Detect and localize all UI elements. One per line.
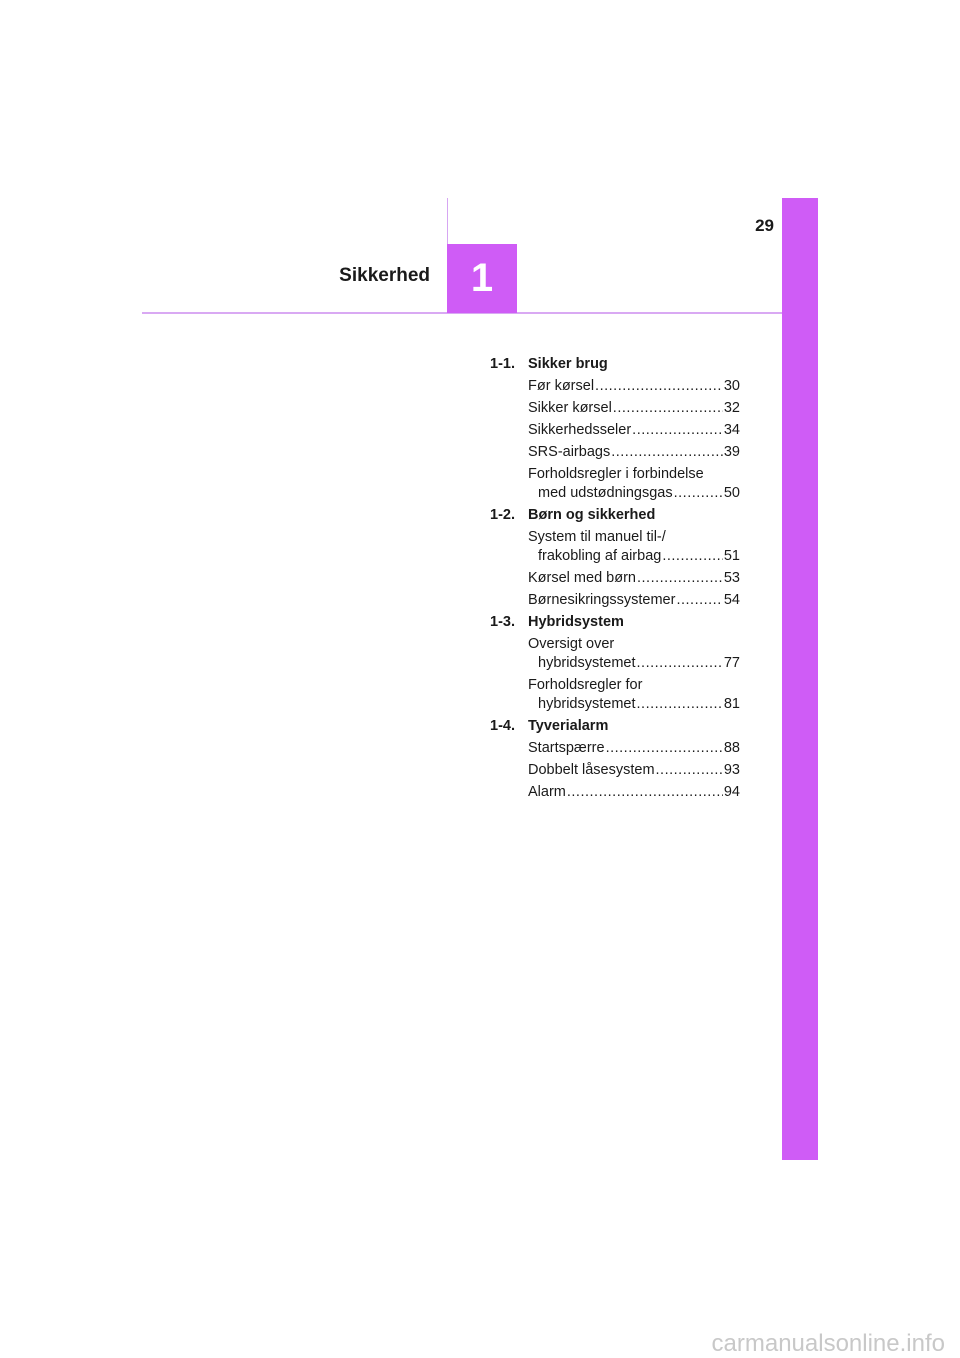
toc-page-number: 51 xyxy=(723,548,740,564)
toc-entry-text: Forholdsregler i forbindelse xyxy=(528,466,704,482)
toc-entry-line xyxy=(528,528,740,547)
toc-entry-text: Dobbelt låsesystem xyxy=(528,762,655,778)
toc-entry-text: System til manuel til-/ xyxy=(528,529,666,545)
toc-leader-dots xyxy=(613,399,723,418)
toc-entry[interactable] xyxy=(490,443,740,462)
toc-entry-text: Sikkerhedsseler xyxy=(528,422,632,438)
watermark: carmanualsonline.info xyxy=(711,1330,945,1357)
toc-page-number: 94 xyxy=(723,784,740,800)
toc-entry-line xyxy=(528,783,740,802)
toc-entry-text: Sikker kørsel xyxy=(528,400,612,416)
toc-entry[interactable] xyxy=(490,465,740,503)
toc-section-title: Tyverialarm xyxy=(528,718,609,734)
toc-page-number: 39 xyxy=(723,444,740,460)
toc-section-title: Sikker brug xyxy=(528,356,608,372)
toc-entry-text: frakobling af airbag xyxy=(538,548,662,564)
toc-leader-dots xyxy=(676,591,722,610)
toc-page-number: 34 xyxy=(723,422,740,438)
toc-page-number: 88 xyxy=(723,740,740,756)
toc-entry[interactable] xyxy=(490,569,740,588)
toc-section-title: Hybridsystem xyxy=(528,614,624,630)
toc-leader-dots xyxy=(611,443,723,462)
toc-entry[interactable] xyxy=(490,761,740,780)
toc-page-number: 54 xyxy=(723,592,740,608)
toc-entry-line xyxy=(528,635,740,654)
table-of-contents xyxy=(490,355,740,805)
toc-entry-text: med udstødningsgas xyxy=(538,485,673,501)
toc-page-number: 53 xyxy=(723,570,740,586)
toc-entry-line xyxy=(528,443,740,462)
toc-entry[interactable] xyxy=(490,528,740,566)
toc-leader-dots xyxy=(567,783,723,802)
toc-entry[interactable] xyxy=(490,783,740,802)
toc-section-number: 1-3. xyxy=(490,614,515,630)
toc-entry-line xyxy=(528,547,740,566)
toc-entry-text: SRS-airbags xyxy=(528,444,611,460)
toc-entry-line xyxy=(528,399,740,418)
toc-section-heading xyxy=(490,613,740,632)
toc-page-number: 93 xyxy=(723,762,740,778)
toc-entry-line xyxy=(528,484,740,503)
toc-entry-text: Kørsel med børn xyxy=(528,570,636,586)
toc-entry-line xyxy=(528,761,740,780)
toc-entry-line xyxy=(528,695,740,714)
toc-entry[interactable] xyxy=(490,399,740,418)
header-vertical-rule xyxy=(447,198,448,244)
toc-entry-text: hybridsystemet xyxy=(538,696,636,712)
chapter-number-box: 1 xyxy=(447,244,517,313)
toc-entry-line xyxy=(528,377,740,396)
toc-entry-text: hybridsystemet xyxy=(538,655,636,671)
toc-entry[interactable] xyxy=(490,591,740,610)
toc-page-number: 50 xyxy=(723,485,740,501)
toc-section-heading xyxy=(490,506,740,525)
toc-entry-line xyxy=(528,421,740,440)
toc-leader-dots xyxy=(656,761,723,780)
toc-entry[interactable] xyxy=(490,377,740,396)
toc-entry-line xyxy=(528,465,740,484)
toc-entry-text: Oversigt over xyxy=(528,636,615,652)
toc-section-heading xyxy=(490,717,740,736)
chapter-title: Sikkerhed xyxy=(339,265,430,286)
toc-leader-dots xyxy=(632,421,723,440)
toc-entry-text: Forholdsregler for xyxy=(528,677,643,693)
toc-entry-text: Før kørsel xyxy=(528,378,595,394)
toc-section-number: 1-4. xyxy=(490,718,515,734)
toc-section-number: 1-1. xyxy=(490,356,515,372)
toc-entry-line xyxy=(528,654,740,673)
toc-page-number: 81 xyxy=(723,696,740,712)
toc-entry[interactable] xyxy=(490,676,740,714)
toc-entry-line xyxy=(528,739,740,758)
toc-leader-dots xyxy=(637,569,723,588)
toc-entry-text: Alarm xyxy=(528,784,566,800)
toc-page-number: 30 xyxy=(723,378,740,394)
toc-entry[interactable] xyxy=(490,739,740,758)
toc-entry-line xyxy=(528,676,740,695)
toc-leader-dots xyxy=(637,654,723,673)
toc-entry[interactable] xyxy=(490,421,740,440)
toc-entry[interactable] xyxy=(490,635,740,673)
toc-page-number: 32 xyxy=(723,400,740,416)
toc-leader-dots xyxy=(662,547,723,566)
toc-leader-dots xyxy=(595,377,723,396)
toc-entry-line xyxy=(528,569,740,588)
toc-entry-text: Børnesikringssystemer xyxy=(528,592,676,608)
toc-page-number: 77 xyxy=(723,655,740,671)
toc-section-title: Børn og sikkerhed xyxy=(528,507,656,523)
toc-section-number: 1-2. xyxy=(490,507,515,523)
toc-leader-dots xyxy=(674,484,723,503)
toc-entry-text: Startspærre xyxy=(528,740,605,756)
chapter-side-tab xyxy=(782,198,818,1160)
toc-section-heading xyxy=(490,355,740,374)
toc-entry-line xyxy=(528,591,740,610)
toc-leader-dots xyxy=(606,739,723,758)
toc-leader-dots xyxy=(637,695,723,714)
page-number: 29 xyxy=(755,216,774,235)
